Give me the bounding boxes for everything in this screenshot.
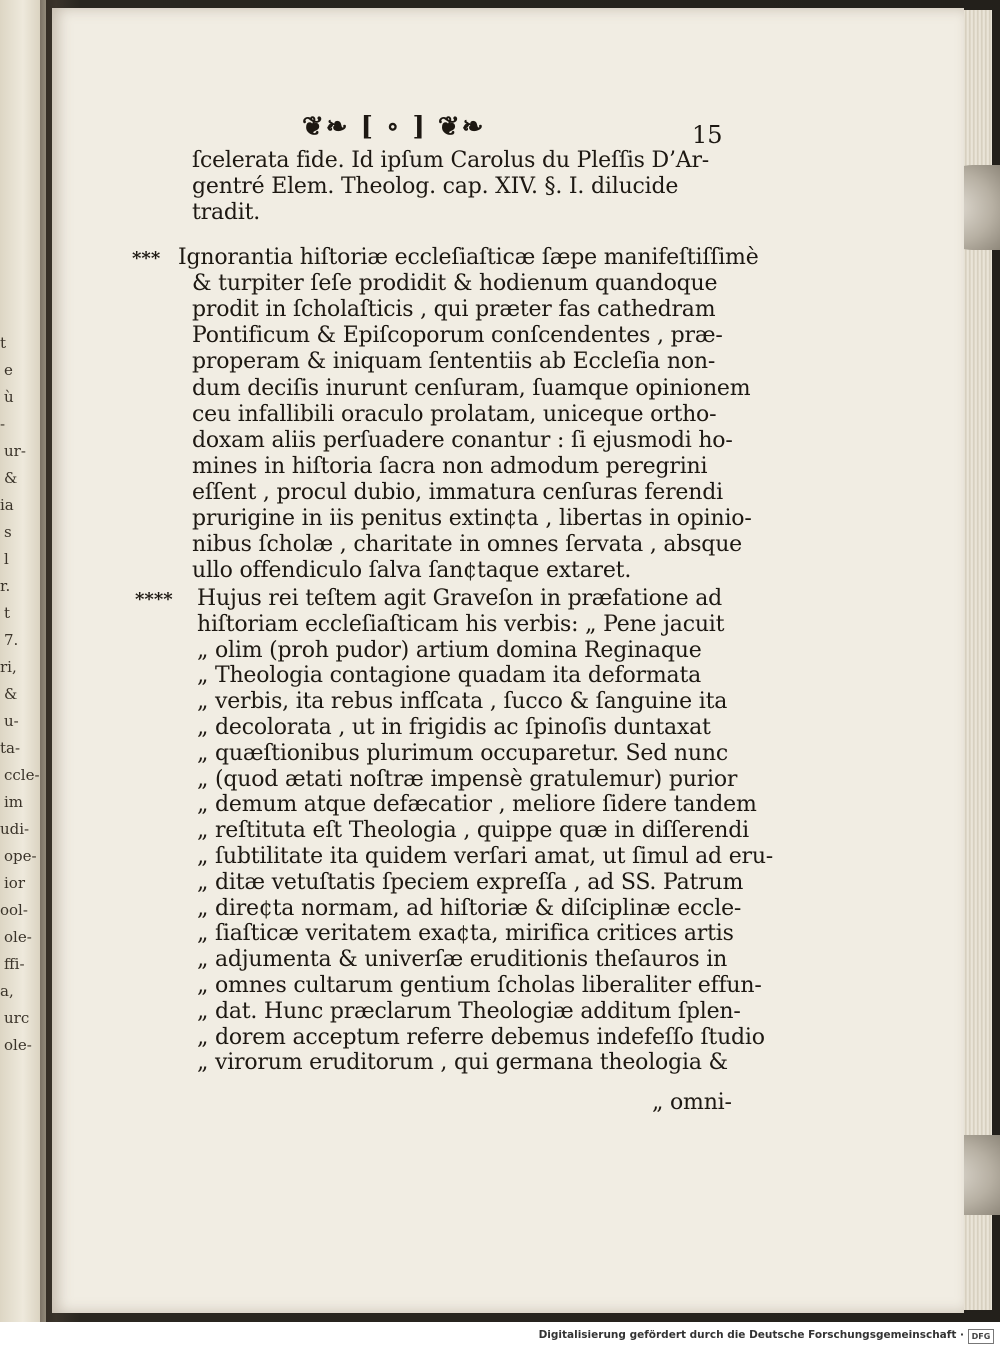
text-line: dum deciſis inurunt cenſuram, ſuamque opinionem bbox=[192, 375, 751, 401]
facing-page-fragment: ccle- bbox=[4, 766, 40, 784]
facing-page-fragment: ta- bbox=[0, 739, 21, 757]
facing-page-fragment: l bbox=[4, 550, 9, 568]
main-text bbox=[52, 8, 964, 1313]
text-line: „ dire¢ta normam, ad hiſtoriæ & diſciplinæ eccle- bbox=[197, 895, 742, 921]
text-line: „ quæſtionibus plurimum occuparetur. Sed nunc bbox=[197, 740, 728, 766]
text-line: prurigine in iis penitus extin¢ta , libertas in opinio- bbox=[192, 506, 752, 531]
facing-page-fragment: t bbox=[4, 604, 11, 622]
text-line: „ (quod ætati noſtræ impensè gratulemur) purior bbox=[197, 766, 738, 792]
text-line: mines in hiſtoria ſacra non admodum peregrini bbox=[192, 453, 708, 479]
text-line: „ ditæ vetuſtatis ſpeciem expreſſa , ad SS. Patrum bbox=[197, 869, 744, 895]
facing-page-fragment: ool- bbox=[0, 901, 28, 919]
text-line: ullo offendiculo ſalva ſan¢taque extaret. bbox=[192, 558, 632, 584]
facing-page-fragment: & bbox=[4, 469, 18, 487]
text-line: doxam aliis perſuadere conantur : ſi ejusmodi ho- bbox=[192, 427, 733, 453]
footnote-marker: **** bbox=[135, 589, 173, 610]
facing-page-fragment: ù bbox=[4, 388, 14, 406]
text-line: „ verbis, ita rebus infſcata , ſucco & ſanguine ita bbox=[197, 689, 728, 715]
facing-page-fragment: urc bbox=[4, 1009, 30, 1027]
text-line: eſſent , procul dubio, immatura cenſuras ferendi bbox=[192, 479, 723, 505]
dfg-logo: DFG bbox=[968, 1329, 994, 1344]
text-line: „ demum atque defæcatior , meliore ſidere tandem bbox=[197, 792, 757, 818]
book-page bbox=[52, 8, 964, 1313]
facing-page-fragment: 7. bbox=[4, 631, 19, 649]
text-line: „ ſiaſticæ veritatem exa¢ta, mirifica critices artis bbox=[197, 921, 734, 947]
footer-credit: Digitalisierung gefördert durch die Deutsche Forschungsgemeinschaft · bbox=[538, 1329, 964, 1341]
text-line: „ virorum eruditorum , qui germana theologia & bbox=[197, 1050, 728, 1076]
facing-page-fragment: ope- bbox=[4, 847, 37, 865]
text-line: properam & iniquam ſententiis ab Eccleſia non- bbox=[192, 349, 716, 375]
text-line: nibus ſcholæ , charitate in omnes ſervata , absque bbox=[192, 532, 742, 558]
page-number: 15 bbox=[692, 121, 723, 149]
facing-page-fragment: ia bbox=[0, 496, 14, 514]
text-line: prodit in ſcholaſticis , qui præter fas cathedram bbox=[192, 297, 716, 323]
text-line: & turpiter ſeſe prodidit & hodienum quandoque bbox=[192, 271, 718, 297]
facing-page-fragment: & bbox=[4, 685, 18, 703]
facing-page-fragment: a, bbox=[0, 982, 14, 1000]
facing-page-fragment: ole- bbox=[4, 1036, 32, 1054]
text-line: „ olim (proh pudor) artium domina Reginaque bbox=[197, 637, 702, 663]
text-line: „ adjumenta & univerſæ eruditionis theſauros in bbox=[197, 947, 728, 973]
digitization-footer bbox=[0, 1322, 1000, 1349]
facing-page-fragment: - bbox=[0, 415, 6, 433]
text-line: Pontificum & Epiſcoporum conſcendentes , præ- bbox=[192, 323, 723, 349]
facing-page-fragment: ffi- bbox=[4, 955, 25, 973]
text-line: „ dorem acceptum referre debemus indefeſſo ſtudio bbox=[197, 1024, 765, 1050]
text-line: „ ſubtilitate ita quidem verſari amat, ut ſimul ad eru- bbox=[197, 844, 774, 869]
facing-page-fragment: ri, bbox=[0, 658, 17, 676]
text-line: Hujus rei teſtem agit Graveſon in præfatione ad bbox=[197, 586, 723, 611]
facing-page-fragment: r. bbox=[0, 577, 11, 595]
facing-page-fragment: im bbox=[4, 793, 24, 811]
text-line: gentré Elem. Theolog. cap. XIV. §. I. dilucide bbox=[192, 174, 679, 199]
facing-page-fragment: udi- bbox=[0, 820, 30, 838]
text-line: ceu infallibili oraculo prolatam, uniceque ortho- bbox=[192, 401, 717, 427]
text-line: „ omnes cultarum gentium ſcholas liberaliter effun- bbox=[197, 973, 762, 998]
facing-page-fragment: e bbox=[4, 361, 13, 379]
text-line: hiſtoriam eccleſiaſticam his verbis: „ Pene jacuit bbox=[197, 611, 725, 637]
facing-page-fragment: ur- bbox=[4, 442, 26, 460]
text-line: ſcelerata fide. Id ipſum Carolus du Pleſſis D’Ar- bbox=[192, 148, 710, 173]
text-line: „ reſtituta eſt Theologia , quippe quæ in diſſerendi bbox=[197, 818, 749, 844]
facing-page-fragment: ior bbox=[4, 874, 25, 892]
catchword: „ omni- bbox=[652, 1090, 732, 1115]
text-line: Ignorantia hiſtoriæ eccleſiaſticæ ſæpe manifeſtiſſimè bbox=[178, 245, 759, 270]
text-line: „ dat. Hunc præclarum Theologiæ additum ſplen- bbox=[197, 998, 741, 1024]
header-ornament: ❦❧ [ ∘ ] ❦❧ bbox=[302, 112, 486, 142]
facing-page-fragment: u- bbox=[4, 712, 19, 730]
facing-page-fragment: s bbox=[4, 523, 12, 541]
facing-page-fragment: t bbox=[0, 334, 7, 352]
text-line: „ Theologia contagione quadam ita deformata bbox=[197, 663, 701, 689]
footnote-marker: *** bbox=[132, 248, 161, 269]
facing-page-fragment: ole- bbox=[4, 928, 32, 946]
text-line: „ decolorata , ut in frigidis ac ſpinoſis duntaxat bbox=[197, 715, 711, 740]
text-line: tradit. bbox=[192, 200, 261, 225]
